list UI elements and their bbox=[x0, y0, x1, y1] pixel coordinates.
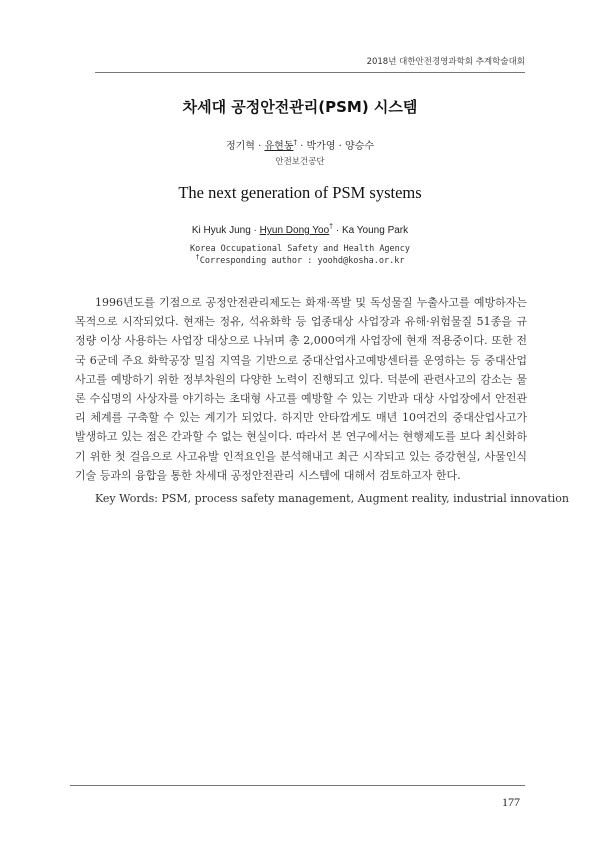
affiliation-org: Korea Occupational Safety and Health Agency bbox=[189, 244, 411, 254]
author-ko-rest: · 박가영 · 양승수 bbox=[296, 141, 375, 152]
corresponding-author-line bbox=[0, 255, 600, 267]
author-ko-1: 정기혁 · bbox=[225, 141, 265, 152]
abstract-body: 1996년도를 기점으로 공정안전관리제도는 화재·폭발 및 독성물질 누출사고를 예방하자는 목적으로 시작되었다. 현재는 정유, 석유화학 등 업종대상 사업장과 유해·위험물질 51종을 규정량 이상 사용하는 사업장 대상으로 나뉘며 총 2,000여개 사업장에 현재 적용중이다. 또한 전국 6군데 주요 화학공장 밀집 지역을 기반으로 중대산업사고예방센터를 운영하는 등 중대산업사고를 예방하기 위한 정부차원의 다양한 노력이 진행되고 있다. 덕분에 관련사고의 감소는 물론 수십명의 사상자를 야기하는 초대형 사고를 예방할 수 있는 기반과 대상 사업장에서 안전관리 체계를 구축할 수 있는 계기가 되었다. 하지만 안타깝게도 매년 10여건의 중대산업사고가 발생하고 있는 점은 간과할 수 없는 현실이다. 따라서 본 연구에서는 현행제도를 보다 최신화하기 위한 첫 걸음으로 사고유발 인적요인을 분석해내고 최근 시작되고 있는 증강현실, 사물인식 기술 등과의 융합을 통한 차세대 공정안전관리 시스템에 대해서 검토하고자 한다. bbox=[75, 296, 527, 482]
corresponding-author: Corresponding author : yoohd@kosha.or.kr bbox=[199, 256, 405, 266]
keywords-text: : PSM, process safety management, Augment reality, industrial innovation bbox=[154, 492, 570, 505]
affiliation-korean: 안전보건공단 bbox=[275, 157, 325, 167]
author-ko-corresponding: 유현동 bbox=[264, 141, 294, 152]
header-divider bbox=[95, 72, 525, 73]
authors-english bbox=[0, 225, 600, 236]
author-en-1: Ki Hyuk Jung · bbox=[191, 225, 260, 236]
dagger-mark-corr: † bbox=[195, 253, 200, 262]
author-en-corresponding: Hyun Dong Yoo bbox=[259, 225, 330, 236]
title-korean: 차세대 공정안전관리(PSM) 시스템 bbox=[182, 98, 418, 116]
dagger-mark-ko: † bbox=[293, 138, 297, 147]
conference-header: 2018년 대한안전경영과학회 추계학술대회 bbox=[366, 57, 525, 67]
title-english: The next generation of PSM systems bbox=[178, 183, 422, 202]
page-number: 177 bbox=[502, 795, 520, 809]
footer-divider bbox=[70, 785, 525, 786]
author-en-rest: · Ka Young Park bbox=[333, 225, 409, 236]
affiliation-english bbox=[0, 243, 600, 267]
dagger-mark-en: † bbox=[329, 223, 334, 231]
keywords bbox=[95, 492, 570, 505]
authors-korean bbox=[0, 137, 600, 152]
keywords-label: Key Words bbox=[95, 492, 155, 505]
